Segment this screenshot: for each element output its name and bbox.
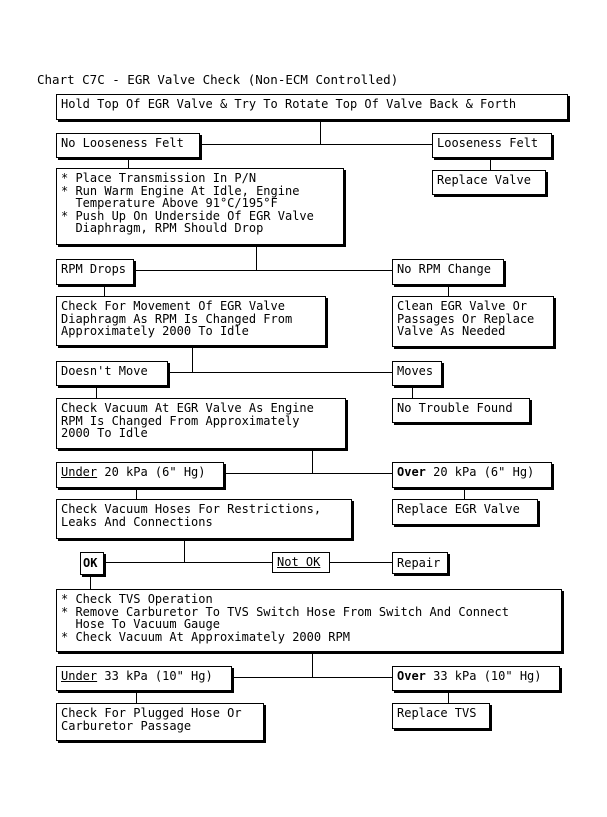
result-doesnt-move: Doesn't Move (56, 361, 168, 386)
result-looseness: Looseness Felt (432, 133, 552, 158)
connector (168, 372, 393, 373)
step-check-vacuum: Check Vacuum At EGR Valve As Engine RPM Is Changed From Approximately 2000 To Idle (56, 398, 346, 449)
over-label: Over (397, 669, 426, 683)
under-label: Under (61, 669, 98, 683)
step-idle-check: * Place Transmission In P/N * Run Warm Engine At Idle, Engine Temperature Above 91°C/195°F * Push Up On Underside Of EGR Valve Diaphragm, RPM Should Drop (56, 168, 344, 245)
connector (232, 677, 393, 678)
result-moves: Moves (392, 361, 442, 386)
connector (256, 245, 257, 270)
chart-title: Chart C7C - EGR Valve Check (Non-ECM Controlled) (37, 72, 399, 87)
result-under-20kpa (56, 462, 224, 488)
connector (96, 386, 97, 398)
connector (192, 346, 193, 372)
step-check-hoses: Check Vacuum Hoses For Restrictions, Leaks And Connections (56, 499, 352, 539)
result-no-rpm-change: No RPM Change (392, 259, 504, 285)
connector (134, 270, 393, 271)
action-replace-valve: Replace Valve (432, 170, 546, 195)
over-label: Over (397, 465, 426, 479)
action-clean-egr: Clean EGR Valve Or Passages Or Replace Valve As Needed (392, 296, 554, 347)
result-rpm-drops: RPM Drops (56, 259, 134, 285)
result-ok: OK (80, 552, 104, 575)
result-no-trouble: No Trouble Found (392, 398, 530, 423)
connector (104, 562, 392, 563)
connector (128, 158, 129, 168)
under-label: Under (61, 465, 98, 479)
step-tvs-check: * Check TVS Operation * Remove Carburetor To TVS Switch Hose From Switch And Connect Hose To Vacuum Gauge * Check Vacuum At Approximately 2000 RPM (56, 589, 562, 652)
action-check-plugged: Check For Plugged Hose Or Carburetor Passage (56, 703, 264, 741)
connector (136, 691, 137, 703)
action-replace-egr: Replace EGR Valve (392, 499, 538, 525)
connector (320, 120, 321, 144)
result-over-20kpa (392, 462, 552, 488)
over-33-value: 33 kPa (10" Hg) (425, 669, 542, 683)
connector (104, 285, 105, 296)
result-no-looseness: No Looseness Felt (56, 133, 200, 158)
action-replace-tvs: Replace TVS (392, 703, 490, 729)
connector (136, 488, 137, 499)
result-not-ok: Not OK (272, 552, 330, 573)
under-33-value: 33 kPa (10" Hg) (97, 669, 213, 683)
connector (490, 158, 491, 170)
under-20-value: 20 kPa (6" Hg) (97, 465, 206, 479)
connector (312, 652, 313, 677)
connector (412, 386, 413, 398)
step-rotate-valve: Hold Top Of EGR Valve & Try To Rotate Top Of Valve Back & Forth (56, 94, 568, 120)
connector (448, 285, 449, 296)
connector (464, 488, 465, 499)
over-20-value: 20 kPa (6" Hg) (425, 465, 535, 479)
result-over-33kpa (392, 666, 560, 691)
step-check-movement: Check For Movement Of EGR Valve Diaphragm As RPM Is Changed From Approximately 2000 To Idle (56, 296, 326, 346)
connector (90, 575, 91, 589)
action-repair: Repair (392, 552, 448, 574)
result-under-33kpa (56, 666, 232, 691)
connector (312, 449, 313, 473)
connector (224, 473, 393, 474)
connector (184, 539, 185, 562)
connector (448, 691, 449, 703)
connector (200, 144, 433, 145)
